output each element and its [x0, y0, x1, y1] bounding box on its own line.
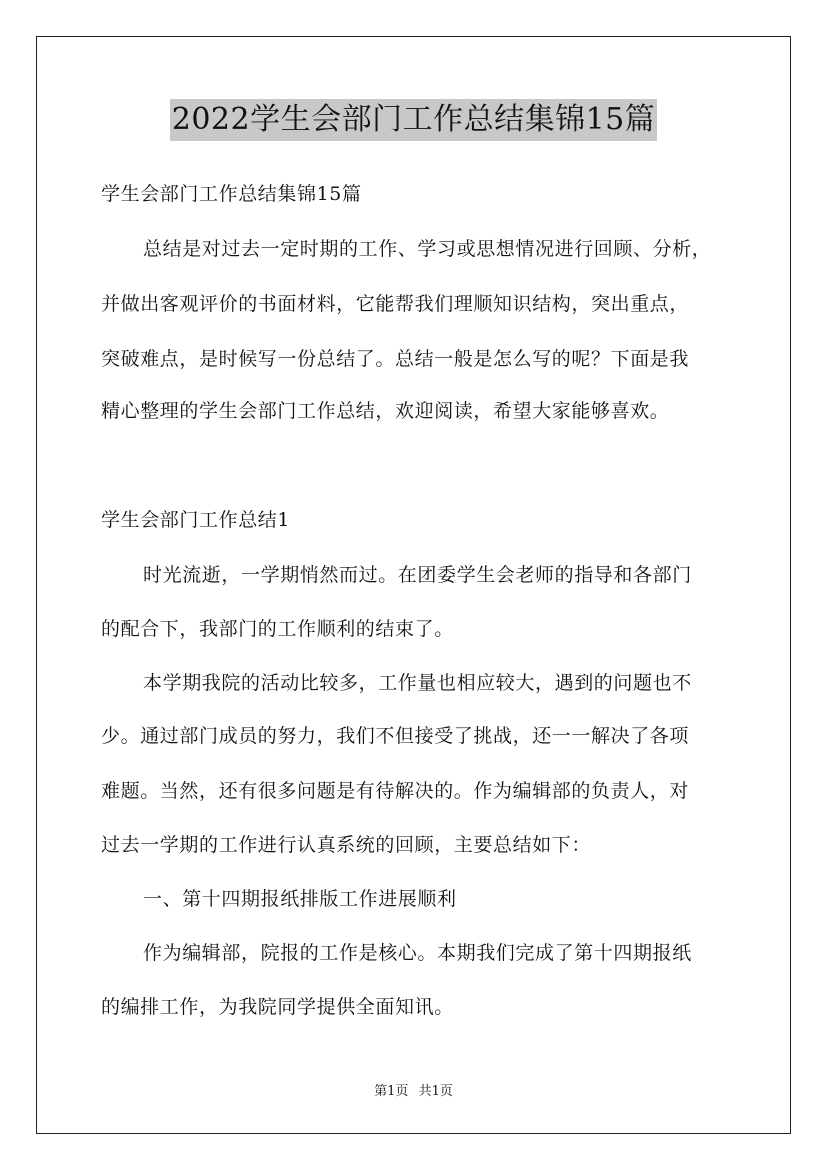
document-subtitle: 学生会部门工作总结集锦15篇 — [101, 183, 362, 205]
body-line-5: 难题。当然，还有很多问题是有待解决的。作为编辑部的负责人，对 — [101, 780, 690, 802]
body-line-6: 过去一学期的工作进行认真系统的回顾，主要总结如下： — [101, 834, 592, 856]
intro-line-3: 突破难点，是时候写一份总结了。总结一般是怎么写的呢？下面是我 — [101, 348, 690, 370]
body-line-3: 本学期我院的活动比较多，工作量也相应较大，遇到的问题也不 — [143, 672, 692, 694]
body-line-7: 作为编辑部，院报的工作是核心。本期我们完成了第十四期报纸 — [143, 942, 692, 964]
intro-line-1: 总结是对过去一定时期的工作、学习或思想情况进行回顾、分析， — [143, 238, 712, 260]
page-total: 共1页 — [418, 1084, 453, 1099]
intro-line-2: 并做出客观评价的书面材料，它能帮我们理顺知识结构，突出重点， — [101, 293, 690, 315]
section-heading: 学生会部门工作总结1 — [101, 509, 291, 531]
body-line-1: 时光流逝，一学期悄然而过。在团委学生会老师的指导和各部门 — [143, 564, 692, 586]
body-line-2: 的配合下，我部门的工作顺利的结束了。 — [101, 618, 454, 640]
title-block — [0, 99, 827, 141]
body-line-4: 少。通过部门成员的努力，我们不但接受了挑战，还一一解决了各项 — [101, 725, 690, 747]
intro-line-4: 精心整理的学生会部门工作总结，欢迎阅读，希望大家能够喜欢。 — [101, 400, 670, 422]
page-footer — [0, 1084, 827, 1100]
body-line-8: 的编排工作，为我院同学提供全面知讯。 — [101, 996, 454, 1018]
page-number: 第1页 — [374, 1084, 409, 1099]
document-title: 2022学生会部门工作总结集锦15篇 — [170, 99, 658, 141]
subheading-line: 一、第十四期报纸排版工作进展顺利 — [143, 888, 457, 910]
